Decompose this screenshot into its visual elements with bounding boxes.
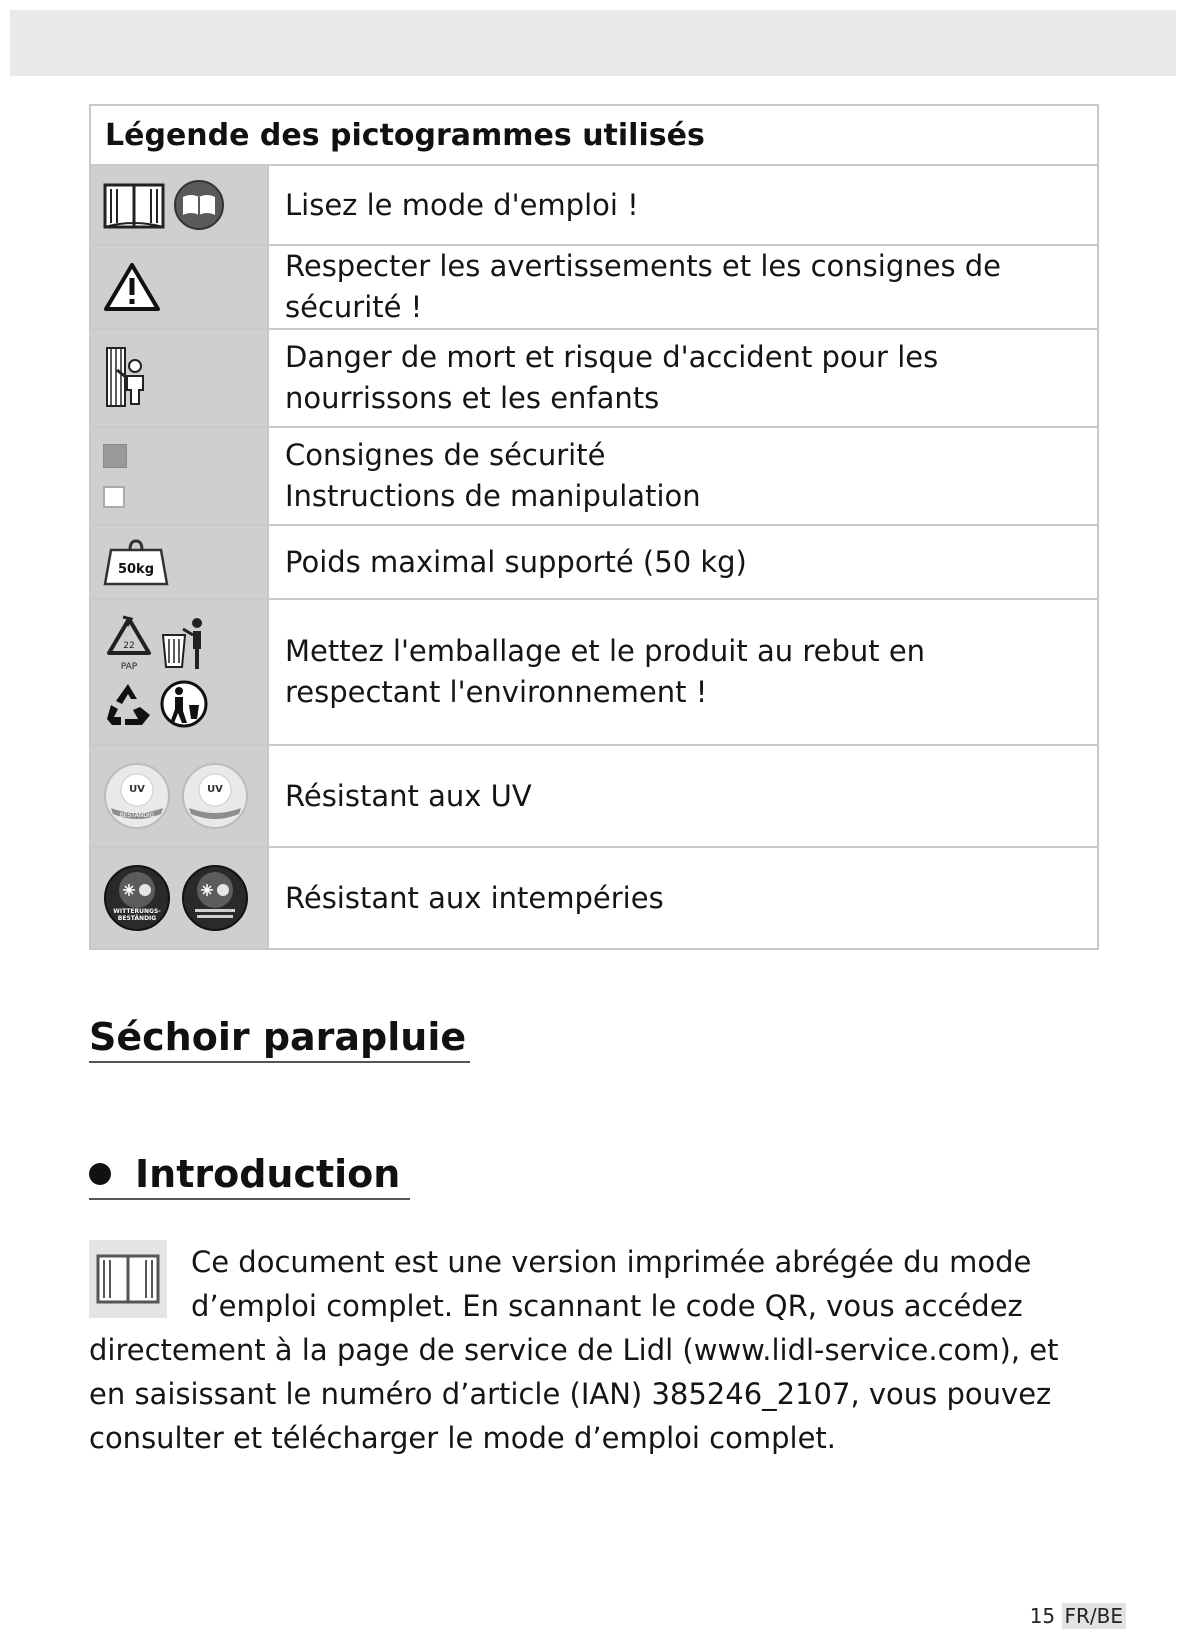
legend-row-warning — [90, 245, 1098, 329]
introduction-heading — [89, 1152, 410, 1200]
legend-text: Respecter les avertissements et les consignes de sécurité ! — [268, 245, 1098, 329]
page-language: FR/BE — [1062, 1603, 1127, 1629]
uv-badge-icon — [181, 762, 249, 830]
weight-icon — [103, 538, 169, 586]
uv-label: UV — [129, 784, 145, 795]
introduction-paragraph: Ce document est une version imprimée abrégée du mode d’emploi complet. En scannant le code QR, vous accédez directement à la page de service de Lidl (www.lidl-service.com), et en saisissant le numéro d’article (IAN) 385246_2107, vous pouvez consulter et télécharger le mode d’emploi complet. — [89, 1245, 1059, 1455]
introduction-heading-text: Introduction — [135, 1152, 401, 1196]
pictogram-legend-table — [89, 104, 1099, 950]
filled-square-icon — [103, 444, 127, 468]
trash-person-icon — [159, 615, 209, 673]
legend-text: Poids maximal supporté (50 kg) — [268, 525, 1098, 599]
weather-badge-icon — [181, 864, 249, 932]
product-title: Séchoir parapluie — [89, 1015, 470, 1063]
recycle-22-pap-icon — [103, 615, 155, 673]
weather-caption-2: BESTÄNDIG — [117, 915, 157, 922]
uv-label: UV — [207, 784, 223, 795]
book-icon — [103, 179, 165, 231]
legend-row-read-manual — [90, 165, 1098, 245]
legend-text: Résistant aux UV — [268, 745, 1098, 847]
uv-caption: BESTÄNDIG — [119, 812, 155, 819]
legend-row-disposal — [90, 599, 1098, 745]
legend-row-max-weight — [90, 525, 1098, 599]
legend-row-weather — [90, 847, 1098, 949]
legend-row-uv — [90, 745, 1098, 847]
legend-text: Lisez le mode d'emploi ! — [268, 165, 1098, 245]
legend-text-handling: Instructions de manipulation — [285, 479, 701, 513]
child-danger-icon — [103, 346, 153, 410]
legend-title: Légende des pictogrammes utilisés — [90, 105, 1098, 165]
legend-text: Résistant aux intempéries — [268, 847, 1098, 949]
legend-text: Mettez l'emballage et le produit au rebut en respectant l'environnement ! — [268, 599, 1098, 745]
weather-badge-icon — [103, 864, 171, 932]
warning-triangle-icon — [103, 262, 161, 312]
weather-caption-1: WITTERUNGS- — [113, 908, 161, 915]
legend-text: Danger de mort et risque d'accident pour les nourrissons et les enfants — [268, 329, 1098, 427]
legend-row-instructions — [90, 427, 1098, 525]
recycle-number: 22 — [123, 641, 135, 651]
empty-square-icon — [103, 486, 125, 508]
recycle-code: PAP — [120, 662, 138, 672]
legend-row-child-danger — [90, 329, 1098, 427]
legend-text-safety: Consignes de sécurité — [285, 438, 606, 472]
recycle-icon — [103, 681, 153, 727]
bullet-icon — [89, 1163, 111, 1185]
tidyman-icon — [159, 679, 209, 729]
uv-badge-icon — [103, 762, 171, 830]
header-band — [10, 10, 1176, 76]
page-number — [1030, 1604, 1126, 1628]
page-number-value: 15 — [1029, 1604, 1056, 1628]
book-circle-icon — [173, 179, 225, 231]
weight-label: 50kg — [117, 562, 155, 577]
